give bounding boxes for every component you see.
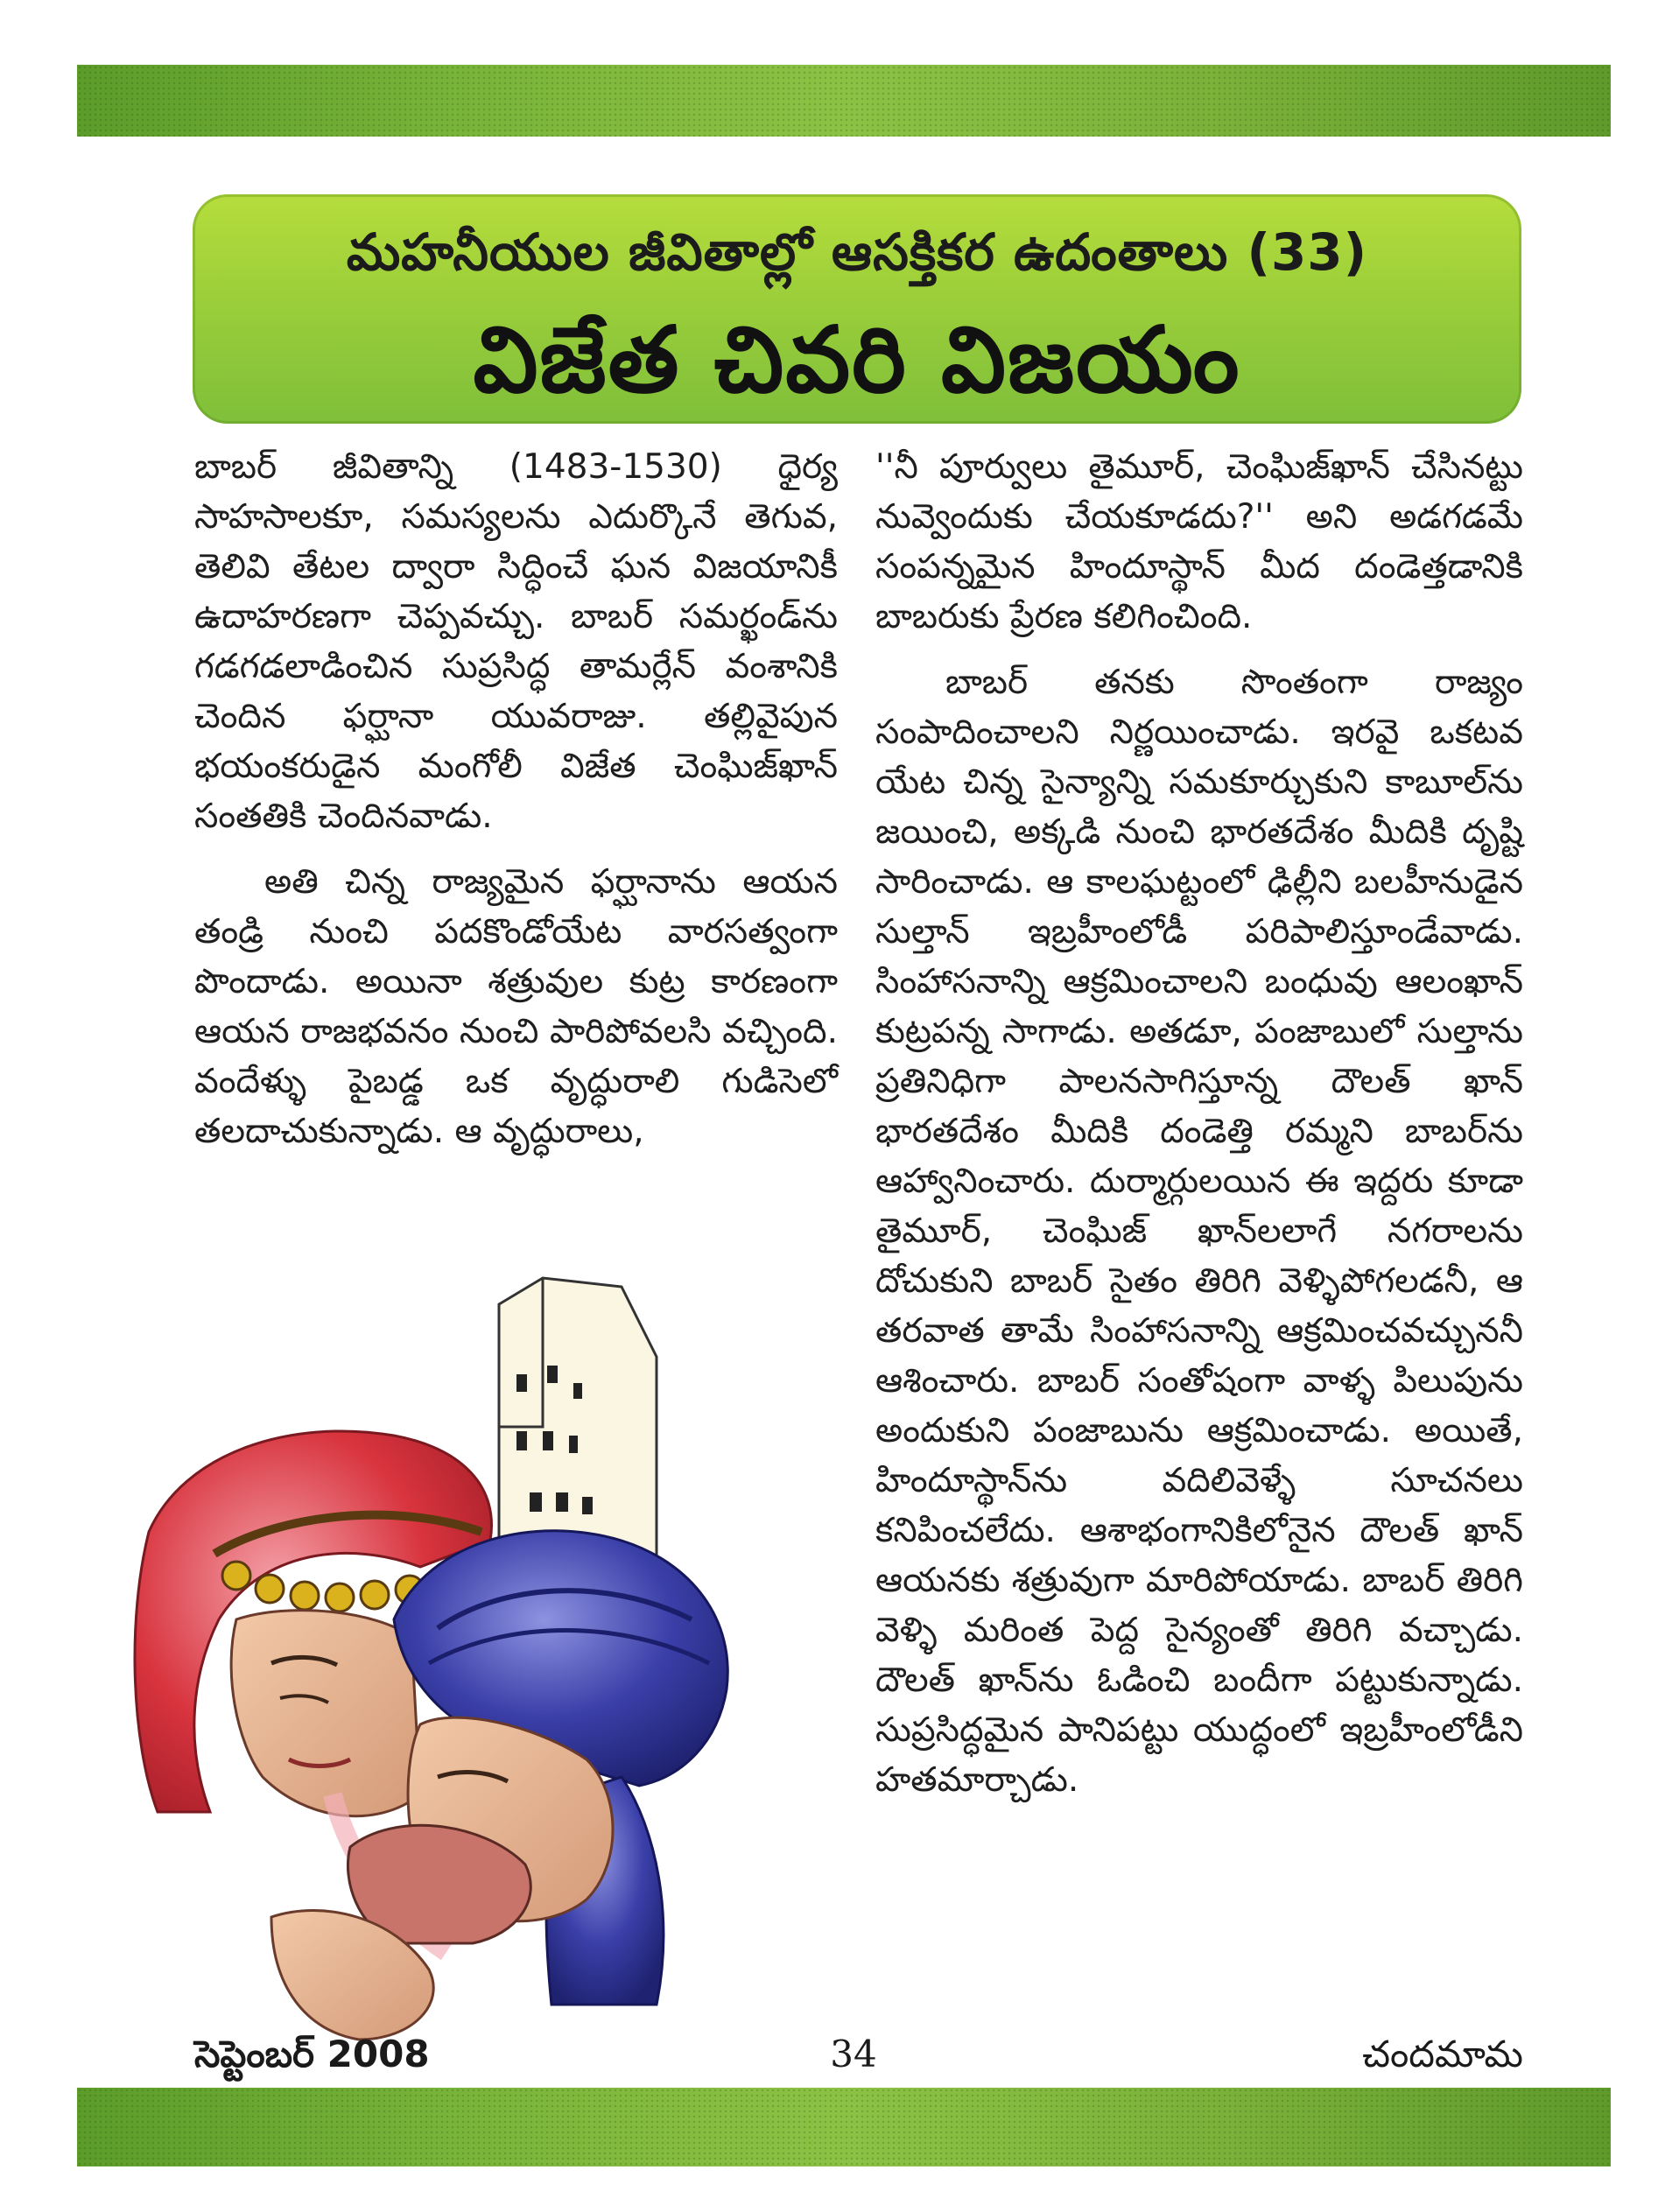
article-paragraph: ''నీ పూర్వులు తైమూర్, చెంఘిజ్‌ఖాన్ చేసినట్టు నువ్వెందుకు చేయకూడదు?'' అని అడగడమే సంపన్నమైన హిందూస్థాన్ మీద దండెత్తడానికి బాబరుకు ప్రేరణ కలిగించింది. [875,447,1523,636]
magazine-name: చందమామ [1362,2033,1523,2075]
bottom-decorative-band [77,2088,1611,2166]
article-paragraph: బాబర్ జీవితాన్ని (1483-1530) ధైర్య సాహసాలకూ, సమస్యలను ఎదుర్కొనే తెగువ, తెలివి తేటల ద్వారా సిద్ధించే ఘన విజయానికీ ఉదాహరణగా చెప్పవచ్చు. బాబర్ సమర్ఖండ్‌ను గడగడలాడించిన సుప్రసిద్ధ తామర్లేన్ వంశానికి చెందిన ఫర్ఘానా యువరాజు. తల్లివైపున భయంకరుడైన మంగోలీ విజేత చెంఘిజ్‌ఖాన్ సంతతికి చెందినవాడు. [194,447,838,836]
top-decorative-band [77,65,1611,137]
title-banner [193,194,1521,424]
page-title: విజేత చివరి విజయం [473,306,1241,413]
illustration-old-woman-embracing-young-man [131,1252,849,2066]
series-title: మహనీయుల జీవితాల్లో ఆసక్తికర ఉదంతాలు (33) [346,222,1368,282]
footer-date: సెప్టెంబర్ 2008 [194,2033,430,2075]
article-paragraph: బాబర్ తనకు సొంతంగా రాజ్యం సంపాదించాలని నిర్ణయించాడు. ఇరవై ఒకటవ యేట చిన్న సైన్యాన్ని సమకూర్చుకుని కాబూల్‌ను జయించి, అక్కడి నుంచి భారతదేశం మీదికి దృష్టి సారించాడు. ఆ కాలఘట్టంలో ఢిల్లీని బలహీనుడైన సుల్తాన్ ఇబ్రహీంలోడీ పరిపాలిస్తూండేవాడు. సింహాసనాన్ని ఆక్రమించాలని బంధువు ఆలంఖాన్ కుట్రపన్న సాగాడు. అతడూ, పంజాబులో సుల్తాను ప్రతినిధిగా పాలనసాగిస్తూన్న దౌలత్ ఖాన్ భారతదేశం మీదికి దండెత్తి రమ్మని బాబర్‌ను ఆహ్వానించారు. దుర్మార్గులయిన ఈ ఇద్దరు కూడా తైమూర్, చెంఘిజ్ ఖాన్‌లలాగే నగరాలను దోచుకుని బాబర్ సైతం తిరిగి వెళ్ళిపోగలడనీ, ఆ తరవాత తామే సింహాసనాన్ని ఆక్రమించవచ్చుననీ ఆశించారు. బాబర్ సంతోషంగా వాళ్ళ పిలుపును అందుకుని పంజాబును ఆక్రమించాడు. అయితే, హిందూస్థాన్‌ను వదిలివెళ్ళే సూచనలు కనిపించలేదు. ఆశాభంగానికిలోనైన దౌలత్ ఖాన్ ఆయనకు శత్రువుగా మారిపోయాడు. బాబర్ తిరిగి వెళ్ళి మరింత పెద్ద సైన్యంతో తిరిగి వచ్చాడు. దౌలత్ ఖాన్‌ను ఓడించి బందీగా పట్టుకున్నాడు. సుప్రసిద్ధమైన పానిపట్టు యుద్ధంలో ఇబ్రహీంలోడీని హతమార్చాడు. [875,663,1523,1800]
page-number: 34 [830,2033,877,2075]
article-right-column [875,442,1523,1805]
article-paragraph: అతి చిన్న రాజ్యమైన ఫర్ఘానాను ఆయన తండ్రి నుంచి పదకొండోయేట వారసత్వంగా పొందాడు. అయినా శత్రువుల కుట్ర కారణంగా ఆయన రాజభవనం నుంచి పారిపోవలసి వచ్చింది. వందేళ్ళు పైబడ్డ ఒక వృద్ధురాలి గుడిసెలో తలదాచుకున్నాడు. ఆ వృద్ధురాలు, [194,862,838,1151]
article-left-column [194,442,838,1156]
